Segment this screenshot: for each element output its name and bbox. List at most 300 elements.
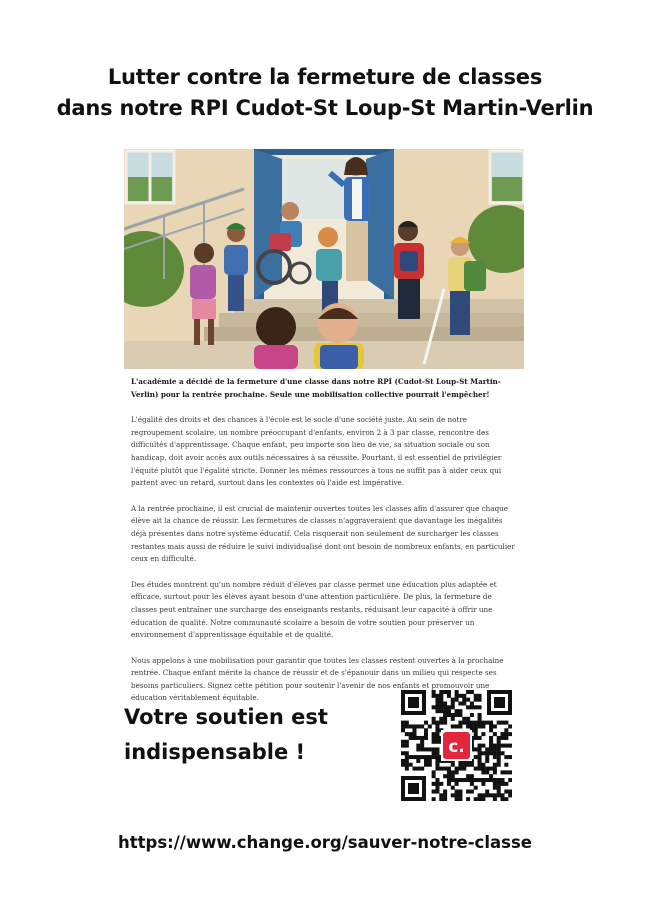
qr-module <box>443 690 447 694</box>
qr-module <box>470 763 474 767</box>
qr-module <box>478 767 482 771</box>
article-paragraph-1: L'égalité des droits et des chances à l'école est le socle d'une société juste. Au sein de notre regroupement scolaire, un nombre préoccupant d'enfants, environ 2 à 3 par classe, rencontre des difficultés d'apprentissage. Chaque enfant, peu importe son lieu de vie, sa situation sociale ou son handicap, doit avoir accès aux outils nécessaires à sa réussite. Pourtant, il est essentiel de privilégier l'équité plutôt que l'égalité stricte. Donner les mêmes ressources à tous ne suffit pas à aider ceux qui partent avec un retard, surtout dans les contextes où l'aide est impérative. <box>131 415 502 488</box>
qr-module <box>416 767 420 771</box>
qr-module <box>439 717 443 721</box>
qr-module <box>409 732 413 736</box>
qr-module <box>497 782 501 786</box>
qr-module <box>435 759 439 763</box>
qr-module <box>478 698 482 702</box>
qr-module <box>435 740 439 744</box>
qr-module <box>497 786 501 790</box>
qr-module <box>497 763 501 767</box>
qr-module <box>428 759 432 763</box>
qr-module <box>458 778 462 782</box>
qr-module <box>455 797 459 801</box>
qr-module <box>478 778 482 782</box>
qr-module <box>504 732 508 736</box>
qr-module <box>432 790 436 794</box>
qr-module <box>493 732 497 736</box>
qr-module <box>485 755 489 759</box>
qr-module <box>493 770 497 774</box>
qr-module <box>481 770 485 774</box>
qr-module <box>451 705 455 709</box>
qr-module <box>435 701 439 705</box>
qr-module <box>435 721 439 725</box>
qr-module <box>412 767 416 771</box>
qr-module <box>447 713 451 717</box>
qr-module <box>435 747 439 751</box>
qr-module <box>485 759 489 763</box>
qr-module <box>501 778 505 782</box>
qr-module <box>489 744 493 748</box>
qr-module <box>435 786 439 790</box>
qr-module <box>432 721 436 725</box>
qr-module <box>489 736 493 740</box>
qr-module <box>405 767 409 771</box>
qr-module <box>474 778 478 782</box>
qr-module <box>466 763 470 767</box>
qr-module <box>481 797 485 801</box>
qr-module <box>420 744 424 748</box>
qr-module <box>443 717 447 721</box>
qr-module <box>439 721 443 725</box>
qr-module <box>474 724 478 728</box>
qr-module <box>497 721 501 725</box>
qr-module <box>409 763 413 767</box>
qr-module <box>489 721 493 725</box>
qr-module <box>489 793 493 797</box>
qr-module <box>435 736 439 740</box>
qr-module <box>504 755 508 759</box>
change-logo-letter: c. <box>448 737 465 757</box>
petition-url[interactable]: https://www.change.org/sauver-notre-classe <box>118 833 532 852</box>
qr-module <box>420 736 424 740</box>
qr-module <box>405 755 409 759</box>
qr-module <box>416 744 420 748</box>
qr-module <box>466 698 470 702</box>
qr-module <box>481 744 485 748</box>
qr-module <box>401 721 405 725</box>
qr-module <box>458 713 462 717</box>
qr-module <box>470 790 474 794</box>
qr-module <box>405 744 409 748</box>
qr-module <box>451 763 455 767</box>
qr-module <box>458 797 462 801</box>
qr-module <box>435 751 439 755</box>
qr-module <box>405 724 409 728</box>
qr-module <box>455 724 459 728</box>
qr-module <box>481 767 485 771</box>
support-line-2: indispensable ! <box>124 740 306 764</box>
qr-module <box>416 736 420 740</box>
qr-module <box>470 701 474 705</box>
qr-module <box>501 736 505 740</box>
qr-module <box>508 755 512 759</box>
qr-module <box>416 724 420 728</box>
qr-module <box>409 755 413 759</box>
qr-module <box>478 763 482 767</box>
qr-module <box>485 747 489 751</box>
qr-module <box>493 763 497 767</box>
qr-module <box>466 778 470 782</box>
qr-module <box>474 747 478 751</box>
qr-module <box>470 724 474 728</box>
qr-module <box>497 793 501 797</box>
qr-module <box>497 751 501 755</box>
qr-module <box>447 767 451 771</box>
qr-module <box>443 705 447 709</box>
qr-module <box>455 713 459 717</box>
qr-module <box>443 793 447 797</box>
qr-module <box>481 793 485 797</box>
qr-module <box>481 721 485 725</box>
qr-module <box>501 732 505 736</box>
qr-module <box>474 728 478 732</box>
qr-module <box>447 778 451 782</box>
qr-module <box>424 732 428 736</box>
qr-module <box>420 767 424 771</box>
qr-module <box>493 797 497 801</box>
qr-module <box>470 713 474 717</box>
qr-module <box>432 717 436 721</box>
qr-module <box>481 782 485 786</box>
qr-module <box>493 724 497 728</box>
qr-module <box>478 736 482 740</box>
qr-module <box>432 747 436 751</box>
qr-module <box>451 786 455 790</box>
qr-module <box>455 767 459 771</box>
qr-module <box>435 694 439 698</box>
qr-module <box>501 793 505 797</box>
qr-module <box>420 747 424 751</box>
qr-module <box>474 786 478 790</box>
qr-module <box>485 767 489 771</box>
qr-module <box>497 736 501 740</box>
qr-module <box>405 759 409 763</box>
qr-module <box>439 705 443 709</box>
qr-module <box>485 751 489 755</box>
qr-module <box>508 790 512 794</box>
qr-module <box>478 747 482 751</box>
qr-module <box>416 747 420 751</box>
qr-module <box>424 747 428 751</box>
qr-module <box>470 690 474 694</box>
qr-module <box>489 728 493 732</box>
qr-module <box>401 751 405 755</box>
qr-module <box>478 744 482 748</box>
qr-module <box>462 717 466 721</box>
qr-module <box>504 721 508 725</box>
qr-module <box>443 721 447 725</box>
qr-module <box>478 721 482 725</box>
qr-module <box>470 705 474 709</box>
qr-module <box>447 774 451 778</box>
qr-module <box>416 755 420 759</box>
qr-module <box>443 713 447 717</box>
poster-title-line-1: Lutter contre la fermeture de classes <box>107 65 543 89</box>
qr-module <box>416 759 420 763</box>
qr-module <box>451 793 455 797</box>
qr-module <box>485 778 489 782</box>
qr-module <box>493 793 497 797</box>
support-message <box>124 700 384 770</box>
qr-module <box>493 767 497 771</box>
qr-module <box>462 767 466 771</box>
qr-module <box>497 790 501 794</box>
qr-module <box>501 797 505 801</box>
qr-module <box>462 698 466 702</box>
qr-module <box>504 763 508 767</box>
qr-module <box>493 747 497 751</box>
qr-module <box>474 767 478 771</box>
qr-module <box>474 694 478 698</box>
qr-module <box>432 732 436 736</box>
qr-module <box>435 790 439 794</box>
qr-module <box>504 797 508 801</box>
qr-module <box>493 778 497 782</box>
qr-module <box>424 759 428 763</box>
qr-module <box>458 694 462 698</box>
qr-module <box>485 721 489 725</box>
qr-module <box>489 724 493 728</box>
qr-module <box>439 690 443 694</box>
qr-module <box>504 728 508 732</box>
qr-module <box>481 763 485 767</box>
qr-module <box>470 782 474 786</box>
qr-module <box>424 728 428 732</box>
qr-module <box>428 724 432 728</box>
qr-module <box>451 778 455 782</box>
qr-module <box>435 732 439 736</box>
qr-module <box>432 797 436 801</box>
qr-module <box>439 701 443 705</box>
qr-module <box>458 709 462 713</box>
qr-module <box>455 709 459 713</box>
qr-module <box>432 782 436 786</box>
qr-module <box>501 782 505 786</box>
qr-module <box>420 755 424 759</box>
qr-module <box>447 705 451 709</box>
qr-module <box>401 763 405 767</box>
qr-module <box>428 747 432 751</box>
qr-module <box>489 767 493 771</box>
qr-module <box>405 721 409 725</box>
qr-module <box>508 778 512 782</box>
qr-module <box>412 728 416 732</box>
qr-module <box>420 740 424 744</box>
qr-module <box>485 770 489 774</box>
petition-qr-code[interactable] <box>401 690 512 801</box>
qr-module <box>508 744 512 748</box>
qr-module <box>401 744 405 748</box>
qr-module <box>435 705 439 709</box>
qr-module <box>470 721 474 725</box>
qr-module <box>508 793 512 797</box>
qr-module <box>424 755 428 759</box>
qr-module <box>485 793 489 797</box>
article-paragraph-4: Nous appelons à une mobilisation pour garantir que toutes les classes restent ouvertes à la prochaine rentrée. Chaque enfant mérite la chance de réussir et de s'épanouir dans un milieu qui respecte ses besoins particuliers. Signez cette pétition pour soutenir l'avenir de nos enfants et promouvoir une éducation véritablement équitable. <box>131 655 504 703</box>
qr-module <box>447 770 451 774</box>
qr-module <box>409 724 413 728</box>
qr-module <box>489 774 493 778</box>
qr-module <box>451 724 455 728</box>
qr-module <box>439 793 443 797</box>
qr-module <box>401 759 405 763</box>
qr-module <box>462 721 466 725</box>
qr-module <box>474 797 478 801</box>
qr-module <box>458 701 462 705</box>
qr-module <box>451 774 455 778</box>
qr-module <box>435 709 439 713</box>
qr-module <box>412 732 416 736</box>
qr-module <box>481 724 485 728</box>
qr-module <box>401 728 405 732</box>
qr-module <box>435 763 439 767</box>
qr-module <box>508 770 512 774</box>
qr-module <box>455 770 459 774</box>
qr-module <box>478 755 482 759</box>
qr-module <box>474 732 478 736</box>
qr-module <box>504 770 508 774</box>
qr-module <box>481 751 485 755</box>
qr-module <box>447 690 451 694</box>
qr-module <box>435 728 439 732</box>
qr-module <box>443 709 447 713</box>
qr-module <box>439 694 443 698</box>
qr-module <box>432 705 436 709</box>
qr-module <box>412 755 416 759</box>
qr-module <box>458 724 462 728</box>
qr-module <box>451 717 455 721</box>
qr-module <box>497 740 501 744</box>
qr-module <box>501 751 505 755</box>
qr-module <box>409 736 413 740</box>
qr-module <box>439 767 443 771</box>
qr-module <box>462 701 466 705</box>
qr-module <box>432 736 436 740</box>
qr-module <box>508 724 512 728</box>
support-line-1: Votre soutien est <box>124 705 328 729</box>
qr-module <box>432 770 436 774</box>
qr-module <box>478 705 482 709</box>
qr-module <box>451 701 455 705</box>
qr-module <box>470 774 474 778</box>
qr-module <box>466 724 470 728</box>
qr-module <box>443 774 447 778</box>
qr-module <box>412 724 416 728</box>
qr-module <box>474 698 478 702</box>
school-entrance-illustration <box>124 149 524 369</box>
qr-module <box>478 713 482 717</box>
qr-module <box>474 755 478 759</box>
qr-module <box>451 713 455 717</box>
qr-module <box>501 744 505 748</box>
qr-module <box>432 751 436 755</box>
qr-module <box>458 793 462 797</box>
article-paragraph-3: Des études montrent qu'un nombre réduit d'élèves par classe permet une éducation plus adaptée et efficace, surtout pour les élèves ayant besoin d'une attention particulière. De plus, la fermeture de classes peut entraîner une surcharge des enseignants restants, réduisant leur capacité à offrir une éducation de qualité. Notre communauté scolaire a besoin de votre soutien pour préserver un environnement d'apprentissage équitable et de qualité. <box>131 579 497 640</box>
qr-module <box>435 778 439 782</box>
qr-module <box>432 694 436 698</box>
qr-module <box>462 778 466 782</box>
qr-module <box>435 724 439 728</box>
qr-module <box>405 732 409 736</box>
poster-title-line-2: dans notre RPI Cudot-St Loup-St Martin-Verlin <box>56 96 594 120</box>
qr-module <box>466 790 470 794</box>
qr-module <box>412 736 416 740</box>
qr-module <box>478 797 482 801</box>
qr-module <box>432 740 436 744</box>
qr-module <box>424 736 428 740</box>
qr-module <box>439 782 443 786</box>
qr-module <box>455 690 459 694</box>
qr-module <box>474 705 478 709</box>
qr-module <box>455 790 459 794</box>
qr-module <box>504 782 508 786</box>
qr-module <box>497 759 501 763</box>
qr-module <box>478 759 482 763</box>
qr-module <box>504 790 508 794</box>
qr-module <box>447 709 451 713</box>
qr-module <box>478 724 482 728</box>
qr-module <box>466 717 470 721</box>
qr-module <box>474 721 478 725</box>
qr-module <box>428 763 432 767</box>
qr-module <box>497 778 501 782</box>
qr-module <box>455 694 459 698</box>
qr-module <box>424 721 428 725</box>
qr-module <box>443 797 447 801</box>
qr-module <box>432 755 436 759</box>
qr-module <box>466 797 470 801</box>
qr-module <box>493 744 497 748</box>
qr-module <box>474 736 478 740</box>
qr-module <box>458 721 462 725</box>
qr-module <box>501 770 505 774</box>
qr-module <box>424 763 428 767</box>
qr-module <box>458 767 462 771</box>
qr-module <box>466 690 470 694</box>
qr-module <box>493 782 497 786</box>
qr-module <box>455 698 459 702</box>
qr-module <box>489 740 493 744</box>
qr-module <box>489 747 493 751</box>
qr-module <box>439 698 443 702</box>
qr-module <box>462 694 466 698</box>
qr-module <box>470 778 474 782</box>
qr-module <box>432 774 436 778</box>
qr-module <box>435 767 439 771</box>
qr-module <box>405 751 409 755</box>
qr-module <box>478 793 482 797</box>
qr-module <box>401 740 405 744</box>
poster-title <box>20 62 630 124</box>
qr-module <box>455 782 459 786</box>
qr-module <box>458 763 462 767</box>
qr-module <box>493 786 497 790</box>
qr-module <box>443 790 447 794</box>
qr-module <box>447 694 451 698</box>
qr-module <box>420 724 424 728</box>
qr-module <box>405 740 409 744</box>
qr-module <box>508 732 512 736</box>
qr-module <box>405 763 409 767</box>
qr-module <box>497 747 501 751</box>
qr-module <box>432 690 436 694</box>
article-lead: L'académie a décidé de la fermeture d'une classe dans notre RPI (Cudot-St Loup-St Martin-Verlin) pour la rentrée prochaine. Seule une mobilisation collective pourrait l'empêcher! <box>131 377 501 399</box>
qr-module <box>428 755 432 759</box>
qr-module <box>504 736 508 740</box>
qr-module <box>443 767 447 771</box>
